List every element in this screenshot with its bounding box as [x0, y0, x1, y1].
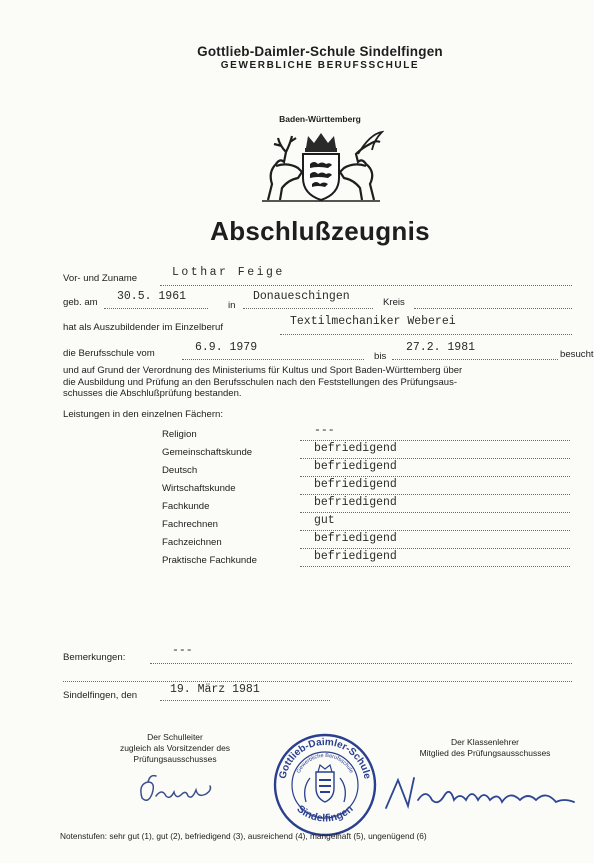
principal-caption: [80, 732, 270, 765]
name-value: Lothar Feige: [172, 266, 285, 279]
subject-line: [300, 548, 570, 549]
remarks-label: Bemerkungen:: [63, 652, 126, 663]
to-value: 27.2. 1981: [406, 341, 476, 354]
teacher-signature: [380, 772, 580, 814]
district-label: Kreis: [383, 297, 405, 308]
from-value: 6.9. 1979: [195, 341, 258, 354]
subject-row: [162, 443, 582, 461]
remarks-line: [150, 663, 572, 664]
subject-name: Praktische Fachkunde: [162, 555, 257, 566]
statement-line: und auf Grund der Verordnung des Ministeriums für Kultus und Sport Baden-Württemberg über: [63, 365, 463, 376]
place-date-label: Sindelfingen, den: [63, 690, 138, 701]
subject-row: [162, 533, 582, 551]
place-value: Donaueschingen: [253, 290, 350, 303]
subject-row: [162, 497, 582, 515]
statement-line: die Ausbildung und Prüfung an den Berufsschulen nach den Feststellungen des Prüfungsaus-: [63, 376, 457, 388]
caption-line: Mitglied des Prüfungsausschusses: [419, 748, 551, 758]
subject-line: [300, 440, 570, 441]
subject-line: [300, 494, 570, 495]
name-line: [160, 285, 572, 286]
subject-line: [300, 512, 570, 513]
principal-signature: [136, 770, 216, 810]
subject-grade: ---: [314, 424, 335, 437]
svg-text:Sindelfingen: [294, 803, 355, 825]
subject-row: [162, 425, 582, 443]
to-line: [392, 359, 558, 360]
birth-line: [104, 308, 208, 309]
occupation-value: Textilmechaniker Weberei: [290, 315, 456, 328]
subject-grade: befriedigend: [314, 532, 397, 545]
subject-grade: befriedigend: [314, 496, 397, 509]
from-line: [182, 359, 364, 360]
subject-line: [300, 458, 570, 459]
subject-name: Deutsch: [162, 465, 198, 476]
name-label: Vor- und Zuname: [63, 273, 138, 284]
svg-text:Gewerbliche Berufsschule: [296, 753, 354, 774]
state-name: Baden-Württemberg: [279, 114, 361, 124]
subject-name: Fachkunde: [162, 501, 210, 512]
subject-line: [300, 566, 570, 567]
subject-line: [300, 530, 570, 531]
seal-bottom-text: Sindelfingen: [294, 802, 356, 825]
coat-of-arms-emblem: [258, 128, 384, 204]
subject-row: [162, 551, 582, 569]
subjects-heading: Leistungen in den einzelnen Fächern:: [63, 409, 224, 420]
birth-label: geb. am: [63, 297, 98, 308]
grading-scale: Notenstufen: sehr gut (1), gut (2), befriedigend (3), ausreichend (4), mangelhaft (5), ungenügend (6): [60, 831, 427, 841]
statement-line: schusses die Abschlußprüfung bestanden.: [63, 388, 242, 399]
remarks-line-2: [63, 681, 572, 682]
trainee-label: hat als Auszubildender im Einzelberuf: [63, 322, 223, 333]
subject-row: [162, 479, 582, 497]
subject-grade: befriedigend: [314, 478, 397, 491]
caption-line: zugleich als Vorsitzender des: [119, 743, 231, 753]
subject-name: Religion: [162, 429, 197, 440]
subject-name: Wirtschaftskunde: [162, 483, 236, 494]
subject-grade: befriedigend: [314, 442, 397, 455]
subjects-list: [162, 425, 582, 569]
school-name: Gottlieb-Daimler-Schule Sindelfingen: [197, 44, 443, 59]
subject-row: [162, 515, 582, 533]
document-title: Abschlußzeugnis: [210, 216, 430, 246]
district-line: [414, 308, 572, 309]
school-seal-stamp: [272, 732, 378, 838]
occupation-line: [280, 334, 572, 335]
remarks-value: ---: [172, 644, 193, 657]
date-line: [160, 700, 330, 701]
until-label: bis: [374, 351, 387, 362]
in-label: in: [228, 300, 236, 311]
subject-line: [300, 476, 570, 477]
caption-line: Der Klassenlehrer: [450, 737, 520, 747]
subject-row: [162, 461, 582, 479]
place-line: [243, 308, 373, 309]
visited-label: besucht: [560, 349, 594, 360]
caption-line: Der Schulleiter: [147, 732, 203, 742]
teacher-caption: [385, 737, 585, 759]
subject-name: Gemeinschaftskunde: [162, 447, 253, 458]
statement-paragraph: [63, 365, 573, 400]
subject-grade: gut: [314, 514, 335, 527]
subject-grade: befriedigend: [314, 550, 397, 563]
subject-name: Fachzeichnen: [162, 537, 222, 548]
subject-grade: befriedigend: [314, 460, 397, 473]
place-date-value: 19. März 1981: [170, 683, 260, 696]
seal-top-text: Gottlieb-Daimler-Schule: [277, 736, 373, 781]
school-type: GEWERBLICHE BERUFSSCHULE: [220, 60, 420, 71]
seal-inner-text: Gewerbliche Berufsschule: [295, 752, 355, 775]
birth-value: 30.5. 1961: [117, 290, 187, 303]
subject-name: Fachrechnen: [162, 519, 218, 530]
caption-line: Prüfungsausschusses: [133, 754, 217, 764]
attended-label: die Berufsschule vom: [63, 348, 155, 359]
